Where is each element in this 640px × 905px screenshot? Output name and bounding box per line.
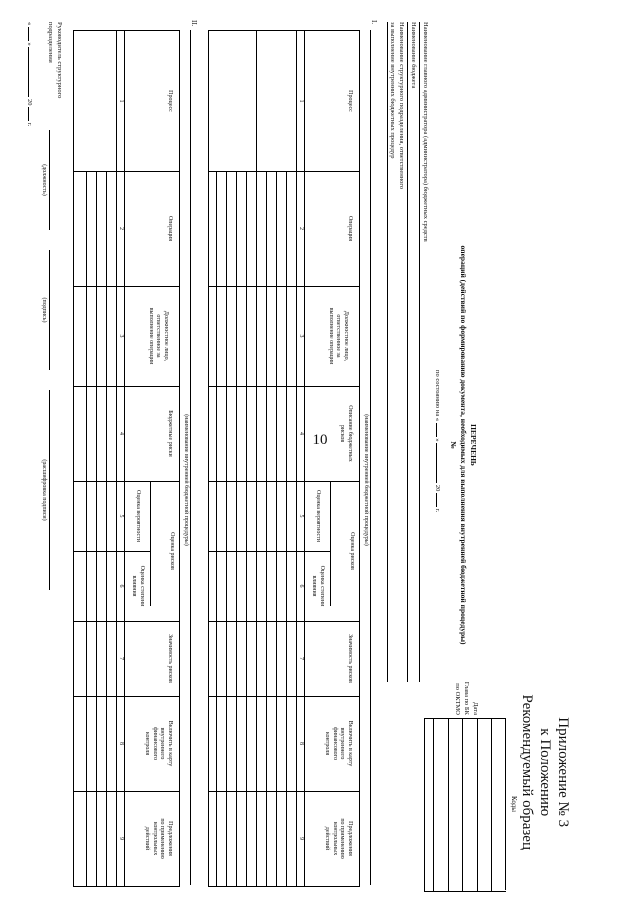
- appendix-line-3: Рекомендуемый образец: [519, 694, 535, 850]
- section-1-name-line: [370, 30, 371, 885]
- num-8: 8: [298, 742, 304, 745]
- num-9: 9: [298, 837, 304, 840]
- col-risk-desc: Описание бюджетных рисков: [339, 405, 353, 462]
- col-process-2: Процесс: [167, 90, 173, 112]
- col-responsible: Должностное лицо, ответственное за выполнение операции: [328, 307, 349, 365]
- col-impact-2: Оценка степени влияния: [131, 565, 145, 607]
- num-3: 3: [298, 334, 304, 338]
- col-prob: Оценка вероятности: [315, 490, 321, 542]
- num-2: 2: [298, 227, 304, 230]
- num2-8: 8: [118, 742, 124, 745]
- num2-5: 5: [118, 514, 124, 518]
- col-include-2: Включить в карту внутреннего финансового контроля: [144, 720, 173, 767]
- codes-label-bk: Глава по БК: [463, 681, 470, 715]
- col-responsible-2: Должностное лицо, ответственное за выполнение операции: [148, 307, 169, 365]
- cap-position: (должность): [41, 164, 47, 196]
- field-budget-label: Наименование бюджета: [410, 22, 417, 89]
- as-of-date: по состоянию на « » 20 г.: [434, 370, 441, 513]
- signature-position-line: [49, 130, 50, 230]
- col-risk-eval: Оценка рисков: [349, 532, 355, 570]
- col-operation: Операция: [347, 215, 353, 242]
- col-significance-2: Значимость рисков: [167, 634, 173, 683]
- num2-9: 9: [118, 837, 124, 840]
- cap-sign: (подпись): [41, 297, 47, 323]
- section-1-number: I.: [370, 20, 378, 25]
- page-number: 10: [312, 432, 328, 448]
- num-7: 7: [298, 657, 304, 660]
- col-proposals: Предложения по применению контрольных действий: [324, 818, 353, 859]
- num2-4: 4: [118, 432, 124, 435]
- col-significance: Значимость рисков: [347, 634, 353, 683]
- codes-label-date: Дата: [472, 702, 479, 715]
- signature-date: « » 20 г.: [26, 22, 33, 127]
- signature-role: Руководитель структурного подразделения: [47, 22, 63, 99]
- num2-7: 7: [118, 657, 124, 660]
- table-section-2: [73, 30, 180, 887]
- col-impact: Оценка степени влияния: [311, 565, 325, 607]
- title-sub: операций (действий по формированию документа, необходимых для выполнения внутренней бюджетной процедуры): [459, 245, 468, 645]
- section-2-name-line: [190, 30, 191, 885]
- codes-label-oktmo: по ОКТМО: [454, 683, 461, 715]
- section-1-caption: (наименование внутренней бюджетной процедуры): [363, 414, 369, 546]
- num-5: 5: [298, 514, 304, 518]
- num2-1: 1: [118, 99, 124, 103]
- num-4: 4: [298, 432, 304, 435]
- field-budget-line: [407, 22, 408, 682]
- signature-decode-line: [49, 390, 50, 590]
- cap-decode: (расшифровка подписи): [41, 459, 47, 521]
- field-admin-label: Наименование главного администратора (администратора) бюджетных средств: [422, 22, 429, 242]
- col-prob-2: Оценка вероятности: [135, 490, 141, 542]
- num-1: 1: [298, 99, 304, 103]
- table-section-1: [208, 30, 360, 887]
- signature-sign-line: [49, 250, 50, 370]
- col-process: Процесс: [347, 90, 353, 112]
- col-operation-2: Операция: [167, 215, 173, 242]
- num2-6: 6: [118, 584, 124, 588]
- section-2-number: II.: [190, 20, 198, 27]
- col-include: Включить в карту внутреннего финансового контроля: [324, 720, 353, 767]
- appendix-line-1: Приложение № 3: [555, 717, 571, 828]
- appendix-line-2: к Положению: [537, 728, 553, 817]
- field-unit-line: [387, 22, 388, 682]
- field-unit-label: Наименование структурного подразделения, ответственного за выполнение внутренних бюджетных процедур: [389, 22, 405, 190]
- col-risk-eval-2: Оценка рисков: [169, 532, 175, 570]
- num2-3: 3: [118, 334, 124, 338]
- num2-2: 2: [118, 227, 124, 230]
- appendix-heading: [518, 694, 572, 850]
- num-6: 6: [298, 584, 304, 588]
- rotated-form-page: [10, 0, 630, 890]
- title-number: №: [449, 441, 458, 449]
- title-main: ПЕРЕЧЕНЬ: [469, 424, 478, 466]
- section-2-caption: (наименование внутренней бюджетной процедуры): [183, 414, 189, 546]
- col-risk-group-2: Бюджетные риски: [167, 410, 173, 457]
- field-admin-line: [419, 22, 420, 682]
- codes-header: Коды: [505, 718, 518, 890]
- col-proposals-2: Предложения по применению контрольных действий: [144, 818, 173, 859]
